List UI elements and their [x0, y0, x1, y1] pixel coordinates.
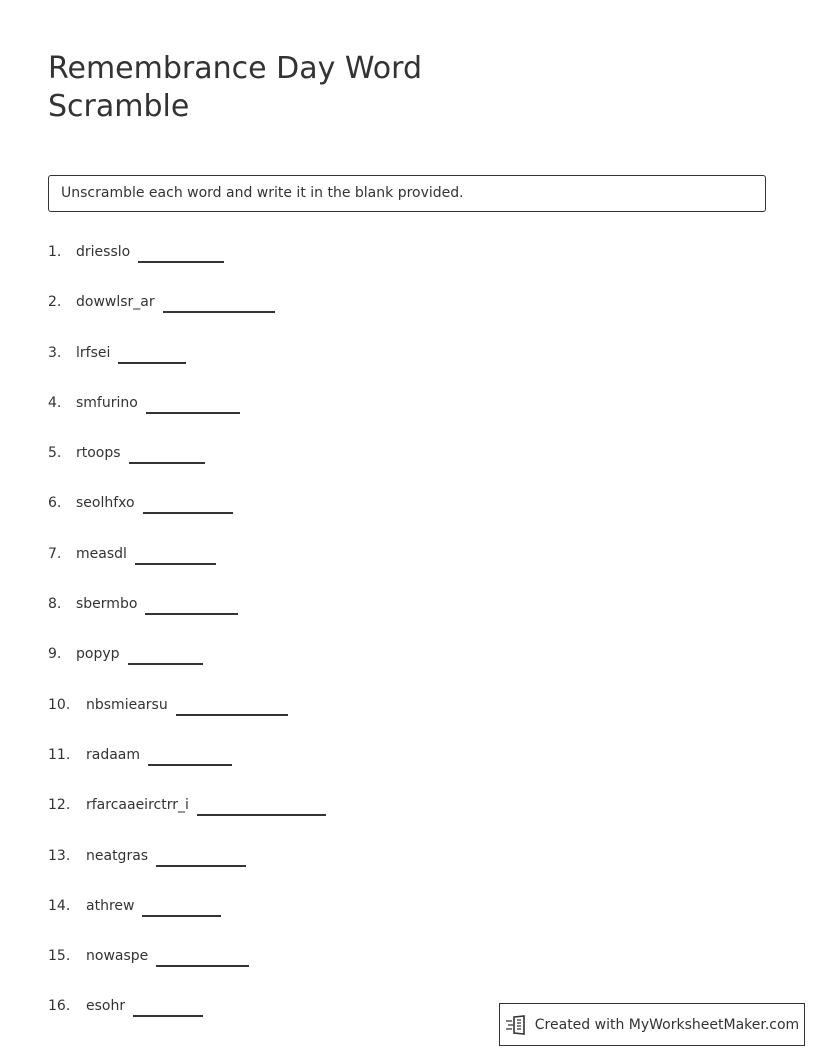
item-number: 6. [48, 495, 62, 512]
scrambled-word: dowwlsr_ar [76, 294, 155, 311]
scrambled-word: neatgras [86, 847, 149, 864]
item-number: 8. [48, 596, 62, 613]
instructions-box [48, 175, 766, 212]
answer-blank[interactable] [128, 629, 203, 665]
scrambled-word: esohr [86, 998, 126, 1015]
answer-blank[interactable] [197, 780, 326, 816]
scrambled-word: rtoops [76, 445, 121, 462]
item-number: 12. [48, 797, 71, 814]
list-item [48, 234, 748, 284]
scrambled-word: measdl [76, 545, 127, 562]
item-number: 7. [48, 545, 62, 562]
answer-blank[interactable] [145, 579, 238, 615]
worksheet-maker-logo-icon [505, 1015, 527, 1035]
answer-blank[interactable] [148, 730, 232, 766]
item-number: 14. [48, 897, 71, 914]
page-title: Remembrance Day Word Scramble [48, 51, 423, 124]
answer-blank[interactable] [163, 277, 275, 313]
answer-blank[interactable] [118, 328, 186, 364]
answer-blank[interactable] [133, 981, 203, 1017]
scrambled-word: driesslo [76, 244, 131, 260]
scrambled-word: lrfsei [76, 344, 111, 361]
scrambled-word: smfurino [76, 394, 138, 411]
answer-blank[interactable] [156, 831, 246, 867]
answer-blank[interactable] [156, 931, 249, 967]
answer-blank[interactable] [135, 529, 216, 565]
word-list [48, 234, 748, 1039]
item-number: 1. [48, 244, 62, 260]
list-item [48, 737, 748, 787]
answer-blank[interactable] [176, 680, 288, 716]
answer-blank[interactable] [143, 478, 233, 514]
list-item [48, 787, 748, 837]
item-number: 3. [48, 344, 62, 361]
list-item [48, 888, 748, 938]
footer-text: Created with MyWorksheetMaker.com [534, 1016, 800, 1033]
footer-credit[interactable] [499, 1003, 805, 1046]
item-number: 4. [48, 394, 62, 411]
scrambled-word: radaam [86, 746, 141, 763]
item-number: 13. [48, 847, 71, 864]
scrambled-word: nowaspe [86, 948, 149, 965]
scrambled-word: athrew [86, 897, 135, 914]
scrambled-word: sbermbo [76, 596, 138, 613]
scrambled-word: seolhfxo [76, 495, 135, 512]
item-number: 2. [48, 294, 62, 311]
answer-blank[interactable] [146, 378, 240, 414]
item-number: 10. [48, 696, 71, 713]
list-item [48, 636, 748, 686]
item-number: 11. [48, 746, 71, 763]
instructions-text: Unscramble each word and write it in the blank provided. [61, 185, 464, 201]
scrambled-word: rfarcaaeirctrr_i [86, 797, 189, 814]
item-number: 9. [48, 646, 62, 663]
item-number: 5. [48, 445, 62, 462]
answer-blank[interactable] [138, 227, 224, 263]
answer-blank[interactable] [129, 428, 205, 464]
answer-blank[interactable] [142, 881, 221, 917]
scrambled-word: popyp [76, 646, 120, 663]
scrambled-word: nbsmiearsu [86, 696, 168, 713]
item-number: 16. [48, 998, 71, 1015]
item-number: 15. [48, 948, 71, 965]
